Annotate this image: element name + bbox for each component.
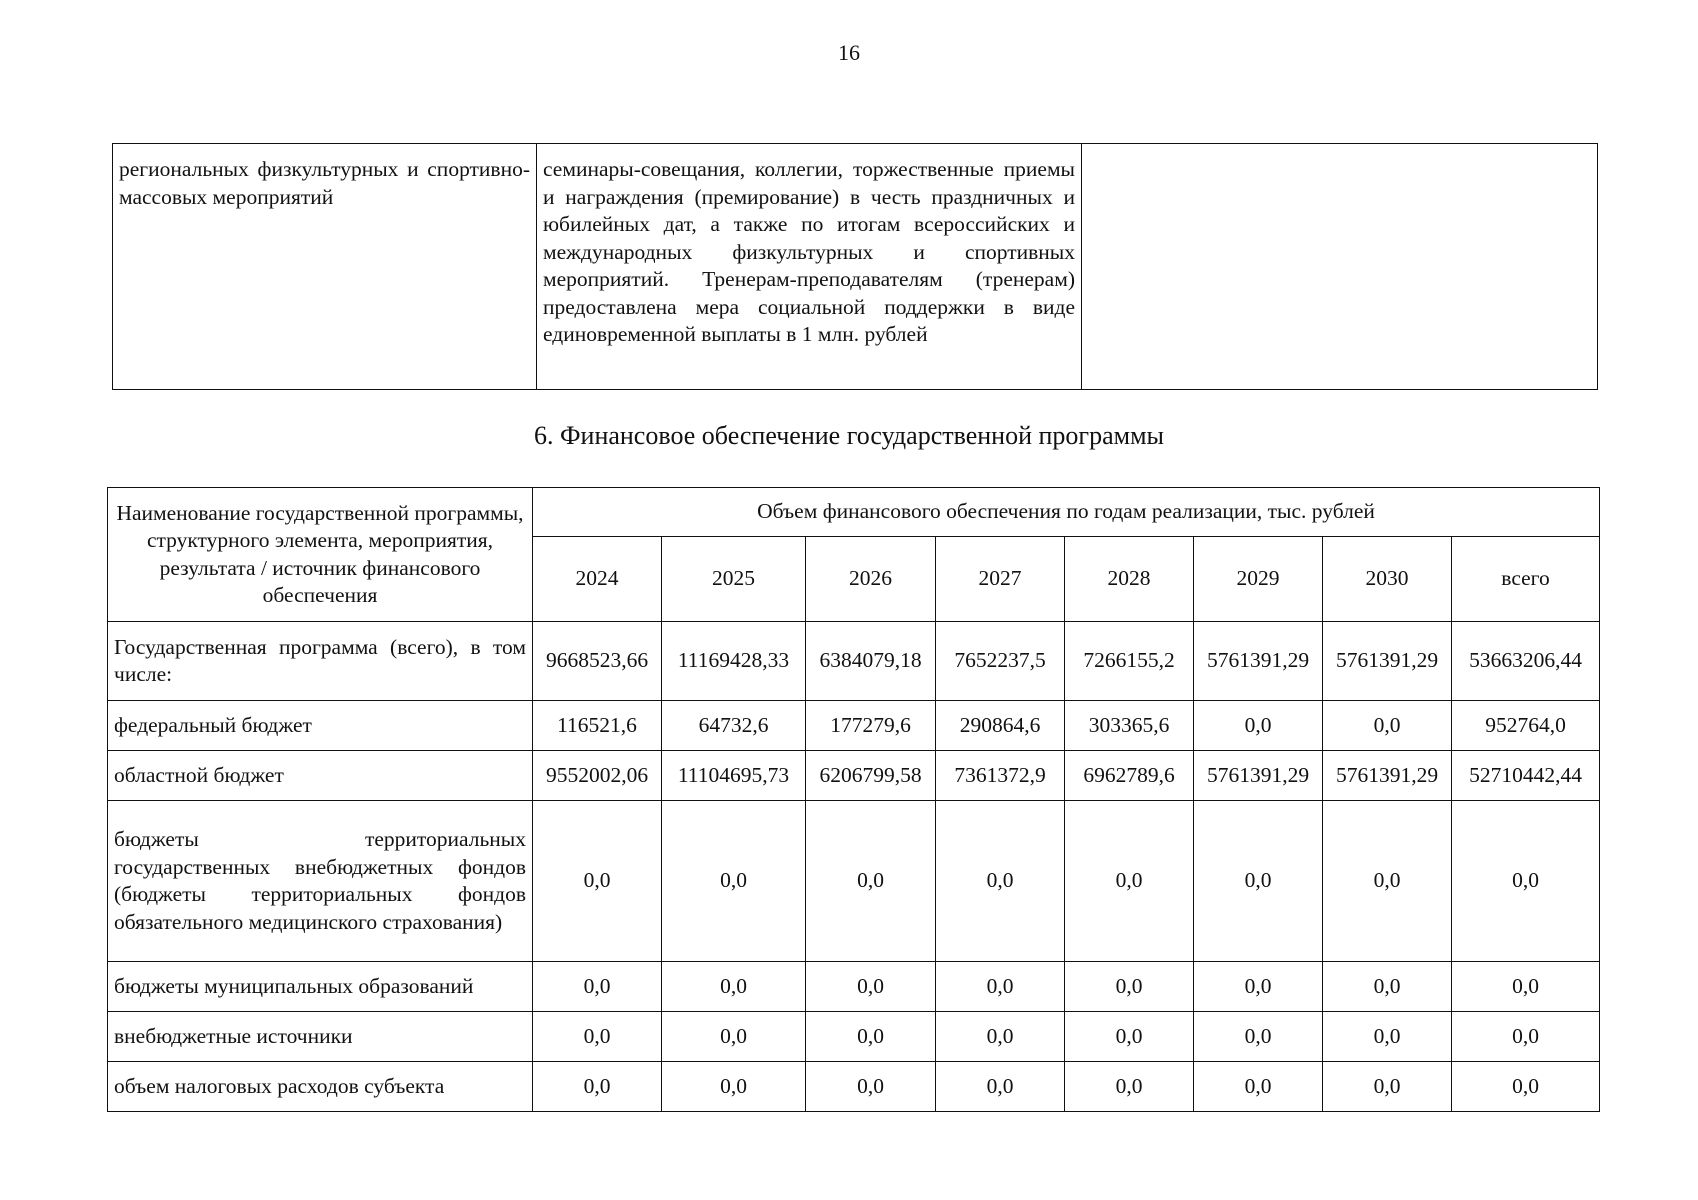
value-cell: 0,0	[662, 1062, 806, 1112]
table-row	[108, 962, 1600, 1012]
value-cell: 0,0	[1323, 1012, 1452, 1062]
value-cell: 0,0	[1194, 701, 1323, 751]
value-cell: 0,0	[1323, 1062, 1452, 1112]
row-label: Государственная программа (всего), в том числе:	[108, 622, 533, 701]
value-cell: 0,0	[1065, 1062, 1194, 1112]
row-label: федеральный бюджет	[108, 701, 533, 751]
value-cell: 0,0	[1194, 1062, 1323, 1112]
value-cell: 5761391,29	[1323, 622, 1452, 701]
value-cell: 0,0	[662, 801, 806, 962]
value-cell: 0,0	[662, 962, 806, 1012]
value-cell: 0,0	[806, 1062, 936, 1112]
value-cell: 5761391,29	[1323, 751, 1452, 801]
value-cell: 9668523,66	[533, 622, 662, 701]
total-cell: 0,0	[1452, 1062, 1600, 1112]
value-cell: 0,0	[533, 801, 662, 962]
value-cell: 0,0	[1323, 701, 1452, 751]
header-year-2025: 2025	[662, 537, 806, 622]
value-cell: 0,0	[1065, 962, 1194, 1012]
value-cell: 0,0	[806, 1012, 936, 1062]
value-cell: 116521,6	[533, 701, 662, 751]
value-cell: 303365,6	[1065, 701, 1194, 751]
table-row	[113, 144, 1598, 390]
value-cell: 7361372,9	[936, 751, 1065, 801]
value-cell: 0,0	[1194, 801, 1323, 962]
empty-cell	[1082, 144, 1598, 390]
table-row	[108, 701, 1600, 751]
total-cell: 0,0	[1452, 962, 1600, 1012]
value-cell: 11104695,73	[662, 751, 806, 801]
page-number: 16	[838, 40, 860, 65]
header-year-2024: 2024	[533, 537, 662, 622]
value-cell: 6384079,18	[806, 622, 936, 701]
header-total: всего	[1452, 537, 1600, 622]
total-cell: 0,0	[1452, 801, 1600, 962]
header-row-group	[108, 488, 1600, 537]
table-row	[108, 622, 1600, 701]
value-cell: 0,0	[662, 1012, 806, 1062]
total-cell: 0,0	[1452, 1012, 1600, 1062]
header-year-2026: 2026	[806, 537, 936, 622]
value-cell: 64732,6	[662, 701, 806, 751]
value-cell: 7266155,2	[1065, 622, 1194, 701]
row-label: бюджеты муниципальных образований	[108, 962, 533, 1012]
table-row	[108, 801, 1600, 962]
value-cell: 6206799,58	[806, 751, 936, 801]
value-cell: 0,0	[936, 1062, 1065, 1112]
value-cell: 0,0	[1065, 1012, 1194, 1062]
value-cell: 177279,6	[806, 701, 936, 751]
value-cell: 0,0	[1065, 801, 1194, 962]
table-row	[108, 1062, 1600, 1112]
value-cell: 0,0	[936, 1012, 1065, 1062]
value-cell: 0,0	[936, 962, 1065, 1012]
row-label: областной бюджет	[108, 751, 533, 801]
continuation-table	[112, 143, 1598, 390]
section-heading: 6. Финансовое обеспечение государственной программы	[533, 421, 1165, 450]
total-cell: 52710442,44	[1452, 751, 1600, 801]
value-cell: 290864,6	[936, 701, 1065, 751]
header-year-2028: 2028	[1065, 537, 1194, 622]
header-year-2027: 2027	[936, 537, 1065, 622]
header-funding-group: Объем финансового обеспечения по годам реализации, тыс. рублей	[533, 488, 1600, 537]
value-cell: 0,0	[936, 801, 1065, 962]
table-row	[108, 751, 1600, 801]
value-cell: 0,0	[1194, 962, 1323, 1012]
value-cell: 0,0	[1323, 962, 1452, 1012]
value-cell: 5761391,29	[1194, 751, 1323, 801]
value-cell: 0,0	[533, 962, 662, 1012]
event-description-cell: семинары-совещания, коллегии, торжественные приемы и награждения (премирование) в честь праздничных и юбилейных дат, а также по итогам всероссийских и международных физкультурных и спортивных мероприятий. Тренерам-преподавателям (тренерам) предоставлена мера социальной поддержки в виде единовременной выплаты в 1 млн. рублей	[537, 144, 1082, 390]
header-year-2030: 2030	[1323, 537, 1452, 622]
value-cell: 5761391,29	[1194, 622, 1323, 701]
value-cell: 6962789,6	[1065, 751, 1194, 801]
header-name-column: Наименование государственной программы, структурного элемента, мероприятия, результата / источник финансового обеспечения	[108, 488, 533, 622]
value-cell: 7652237,5	[936, 622, 1065, 701]
row-label: бюджеты территориальных государственных внебюджетных фондов (бюджеты территориальных фондов обязательного медицинского страхования)	[108, 801, 533, 962]
value-cell: 0,0	[806, 962, 936, 1012]
value-cell: 11169428,33	[662, 622, 806, 701]
total-cell: 952764,0	[1452, 701, 1600, 751]
total-cell: 53663206,44	[1452, 622, 1600, 701]
finance-table	[107, 487, 1600, 1112]
row-label: объем налоговых расходов субъекта	[108, 1062, 533, 1112]
event-name-cell: региональных физкультурных и спортивно-массовых мероприятий	[113, 144, 537, 390]
value-cell: 0,0	[533, 1062, 662, 1112]
value-cell: 0,0	[1194, 1012, 1323, 1062]
header-year-2029: 2029	[1194, 537, 1323, 622]
value-cell: 0,0	[806, 801, 936, 962]
value-cell: 0,0	[1323, 801, 1452, 962]
table-row	[108, 1012, 1600, 1062]
value-cell: 9552002,06	[533, 751, 662, 801]
value-cell: 0,0	[533, 1012, 662, 1062]
row-label: внебюджетные источники	[108, 1012, 533, 1062]
